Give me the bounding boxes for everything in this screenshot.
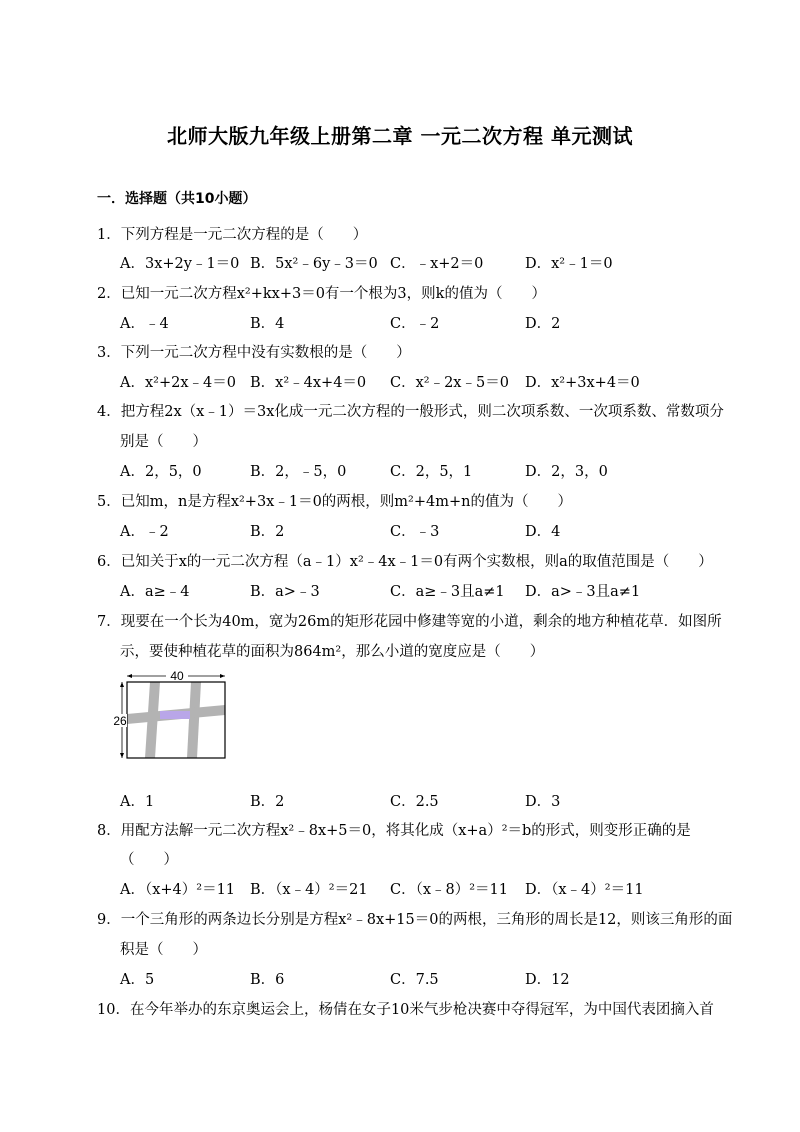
option-c: C．2，5，1: [390, 464, 473, 480]
option-c: C．﹣x+2＝0: [390, 256, 484, 272]
question-5-options: [120, 520, 720, 542]
option-a: A．（x+4）²＝11: [120, 882, 236, 898]
question-6-options: [120, 580, 720, 602]
option-b: B．x²﹣4x+4＝0: [250, 375, 367, 391]
question-1: 1．下列方程是一元二次方程的是（ ）: [97, 227, 368, 243]
option-b: B．6: [250, 972, 285, 988]
option-c: C．x²﹣2x﹣5＝0: [390, 375, 509, 391]
length-label: 40: [170, 670, 184, 683]
question-3: 3．下列一元二次方程中没有实数根的是（ ）: [97, 345, 411, 361]
option-a: A．﹣2: [120, 524, 169, 540]
question-4-options: [120, 460, 720, 482]
section-heading: 一．选择题（共10小题）: [97, 191, 257, 207]
question-8: 8．用配方法解一元二次方程x²﹣8x+5＝0，将其化成（x+a）²＝b的形式，则变形正确的是: [97, 823, 691, 839]
option-c: C．a≥﹣3且a≠1: [390, 584, 505, 600]
option-c: C．（x﹣8）²＝11: [390, 882, 509, 898]
question-4: 4．把方程2x（x﹣1）＝3x化成一元二次方程的一般形式，则二次项系数、一次项系数、常数项分: [97, 404, 724, 420]
question-2-options: [120, 312, 720, 334]
option-a: A．a≥﹣4: [120, 584, 190, 600]
option-c: C．﹣3: [390, 524, 440, 540]
option-d: D．a>﹣3且a≠1: [525, 584, 641, 600]
option-b: B．（x﹣4）²＝21: [250, 882, 368, 898]
option-d: D．3: [525, 794, 561, 810]
question-7-options: [120, 790, 720, 812]
garden-figure: [113, 670, 238, 765]
page-title: 北师大版九年级上册第二章 一元二次方程 单元测试: [167, 124, 633, 148]
option-b: B．5x²﹣6y﹣3＝0: [250, 256, 378, 272]
question-3-options: [120, 371, 720, 393]
option-a: A．﹣4: [120, 316, 169, 332]
option-c: C．7.5: [390, 972, 439, 988]
option-b: B．a>﹣3: [250, 584, 320, 600]
question-9-continued: 积是（ ）: [120, 942, 207, 958]
question-9: 9．一个三角形的两条边长分别是方程x²﹣8x+15＝0的两根，三角形的周长是12，则该三角形的面: [97, 912, 733, 928]
width-label: 26: [113, 714, 127, 728]
option-a: A．2，5，0: [120, 464, 202, 480]
option-c: C．2.5: [390, 794, 439, 810]
option-d: D．12: [525, 972, 570, 988]
question-7: 7．现要在一个长为40m，宽为26m的矩形花园中修建等宽的小道，剩余的地方种植花草．如图所: [97, 614, 722, 630]
option-a: A．x²+2x﹣4＝0: [120, 375, 236, 391]
option-b: B．2，﹣5，0: [250, 464, 347, 480]
path-highlight: [160, 711, 190, 719]
option-d: D．x²+3x+4＝0: [525, 375, 640, 391]
option-b: B．4: [250, 316, 285, 332]
option-b: B．2: [250, 524, 285, 540]
question-9-options: [120, 968, 720, 990]
question-8-options: [120, 878, 720, 900]
option-d: D．2，3，0: [525, 464, 608, 480]
option-d: D．2: [525, 316, 561, 332]
option-a: A．5: [120, 972, 155, 988]
question-4-continued: 别是（ ）: [120, 434, 207, 450]
option-d: D．x²﹣1＝0: [525, 256, 613, 272]
question-1-options: [120, 252, 720, 274]
option-a: A．3x+2y﹣1＝0: [120, 256, 240, 272]
option-d: D．（x﹣4）²＝11: [525, 882, 644, 898]
option-b: B．2: [250, 794, 285, 810]
question-8-continued: （ ）: [120, 852, 178, 868]
question-5: 5．已知m，n是方程x²+3x﹣1＝0的两根，则m²+4m+n的值为（ ）: [97, 494, 572, 510]
option-a: A．1: [120, 794, 155, 810]
option-d: D．4: [525, 524, 561, 540]
question-2: 2．已知一元二次方程x²+kx+3＝0有一个根为3，则k的值为（ ）: [97, 286, 546, 302]
option-c: C．﹣2: [390, 316, 440, 332]
question-10: 10．在今年举办的东京奥运会上，杨倩在女子10米气步枪决赛中夺得冠军，为中国代表团摘入首: [97, 1002, 714, 1018]
question-6: 6．已知关于x的一元二次方程（a﹣1）x²﹣4x﹣1＝0有两个实数根，则a的取值范围是（ ）: [97, 554, 713, 570]
question-7-continued: 示，要使种植花草的面积为864m²，那么小道的宽度应是（ ）: [120, 644, 545, 660]
